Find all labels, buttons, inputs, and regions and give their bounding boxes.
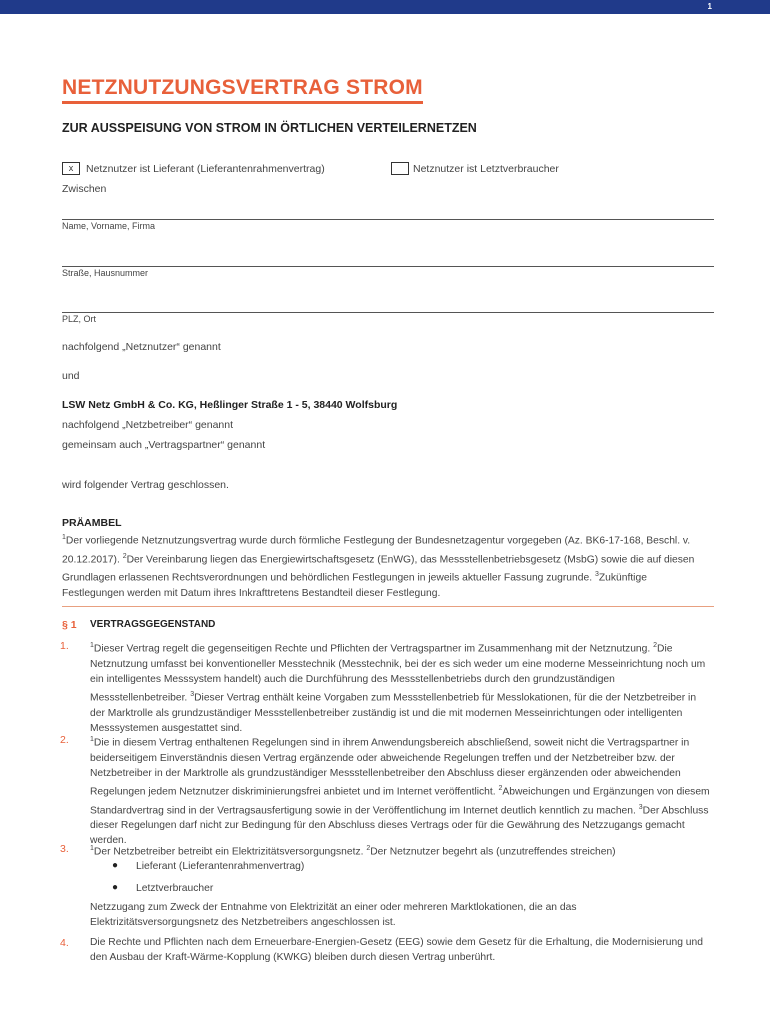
section-title: VERTRAGSGEGENSTAND <box>90 619 216 630</box>
item-number: 3. <box>60 843 69 855</box>
between-text: Zwischen <box>62 183 107 195</box>
option-lieferant-label: Netznutzer ist Lieferant (Lieferantenrahmenvertrag) <box>86 162 325 175</box>
preamble-heading: PRÄAMBEL <box>62 517 122 529</box>
page-number: 1 <box>707 2 712 11</box>
title-underline <box>62 101 423 104</box>
option-letztverbraucher[interactable] <box>391 162 559 175</box>
section-divider <box>62 606 714 607</box>
city-field-line[interactable] <box>62 312 714 313</box>
jointly-named: gemeinsam auch „Vertragspartner“ genannt <box>62 439 266 451</box>
and-text: und <box>62 370 80 382</box>
item-text: Die Rechte und Pflichten nach dem Erneuerbare-Energien-Gesetz (EEG) sowie dem Gesetz für die Erhaltung, die Modernisierung und den Ausbau der Kraft-Wärme-Kopplung (KWKG) bleiben durch diesen Vertrag unberührt. <box>90 937 703 964</box>
street-field-label: Straße, Hausnummer <box>62 268 149 278</box>
item-text: $^1$Der Netzbetreiber betreibt ein Elektrizitätsversorgungsnetz. $^2$Der Netznutzer begehrt als (unzutreffendes streichen) <box>90 845 616 858</box>
section-number: § 1 <box>62 619 77 631</box>
preamble-text: $^1$Der vorliegende Netznutzungsvertrag wurde durch förmliche Festlegung der Bundesnetzagentur vorgegeben (Az. BK6-17-168, Beschl. v. 20.12.2017). $^2$Der Vereinbarung liegen das Energiewirtschaftsgesetz (EnWG), das Messstellenbetriebsgesetz (MsbG) sowie die auf diesen Grundlagen erlassenen Rechtsverordnungen und behördlichen Festlegungen in jeweils aktueller Fassung zugrunde. $^3$Zukünftige Festlegungen werden mit Datum ihres Inkrafttretens Bestandteil dieser Festlegung. <box>62 534 695 599</box>
bullet-icon: ● <box>112 860 119 871</box>
bullet-item: Letztverbraucher <box>136 883 214 894</box>
item-number: 4. <box>60 937 69 949</box>
name-field-label: Name, Vorname, Firma <box>62 221 156 231</box>
document-title: NETZNUTZUNGSVERTRAG STROM <box>62 76 423 99</box>
city-field-label: PLZ, Ort <box>62 314 97 324</box>
checkbox-letztverbraucher[interactable] <box>391 162 409 175</box>
name-field-line[interactable] <box>62 219 714 220</box>
operator-name: LSW Netz GmbH & Co. KG, Heßlinger Straße 1 - 5, 38440 Wolfsburg <box>62 399 398 411</box>
checkbox-lieferant[interactable]: x <box>62 162 80 175</box>
item-text: Netzzugang zum Zweck der Entnahme von Elektrizität an einer oder mehreren Marktlokationen, die an das Elektrizitätsversorgungsnetz des Netzbetreibers angeschlossen ist. <box>90 902 577 929</box>
bullet-icon: ● <box>112 882 119 893</box>
option-letztverbraucher-label: Netznutzer ist Letztverbraucher <box>413 162 559 175</box>
netzbetreiber-named: nachfolgend „Netzbetreiber“ genannt <box>62 419 234 431</box>
item-number: 1. <box>60 640 69 652</box>
street-field-line[interactable] <box>62 266 714 267</box>
top-bar <box>0 0 770 14</box>
option-lieferant[interactable] <box>62 162 325 175</box>
bullet-item: Lieferant (Lieferantenrahmenvertrag) <box>136 861 305 872</box>
item-text: $^1$Die in diesem Vertrag enthaltenen Regelungen sind in ihrem Anwendungsbereich abschließend, soweit nicht die Vertragspartner in beiderseitigem Einverständnis diesen Vertrag ergänzende oder abweichende Regelungen treffen und der Netzbetreiber bzw. der Netzbetreiber in der Marktrolle als grundzuständiger Messstellenbetreiber den Abschluss dieser ergänzenden oder abweichenden Regelungen jedem Netznutzer diskriminierungsfrei anbietet und im Internet veröffentlicht. $^2$Abweichungen und Ergänzungen von diesem Standardvertrag sind in der Vertragsausfertigung sowie in der Veröffentlichung im Internet deutlich kenntlich zu machen. $^3$Der Abschluss dieser Regelungen darf nicht zur Bedingung für den Abschluss dieses Vertrags oder für die Gewährung des Netzzugangs gemacht werden. <box>90 736 710 847</box>
item-text: $^1$Dieser Vertrag regelt die gegenseitigen Rechte und Pflichten der Vertragspartner im Zusammenhang mit der Netznutzung. $^2$Die Netznutzung umfasst bei konventioneller Messtechnik (Messtechnik, bei der es sich weder um eine moderne Messeinrichtung noch um ein intelligentes Messsystem handelt) auch die Durchführung des Messstellenbetriebs durch den grundzuständigen Messstellenbetreiber. $^3$Dieser Vertrag enthält keine Vorgaben zum Messstellenbetrieb für Messlokationen, für die der Netzbetreiber in der Marktrolle als grundzuständiger Messstellenbetreiber zuständig ist und die mit modernen Messeinrichtungen oder intelligenten Messsystemen ausgestattet sind. <box>90 642 706 734</box>
concluded-text: wird folgender Vertrag geschlossen. <box>62 479 229 491</box>
document-subtitle: ZUR AUSSPEISUNG VON STROM IN ÖRTLICHEN VERTEILERNETZEN <box>62 121 477 135</box>
item-number: 2. <box>60 734 69 746</box>
netznutzer-named: nachfolgend „Netznutzer“ genannt <box>62 341 221 353</box>
